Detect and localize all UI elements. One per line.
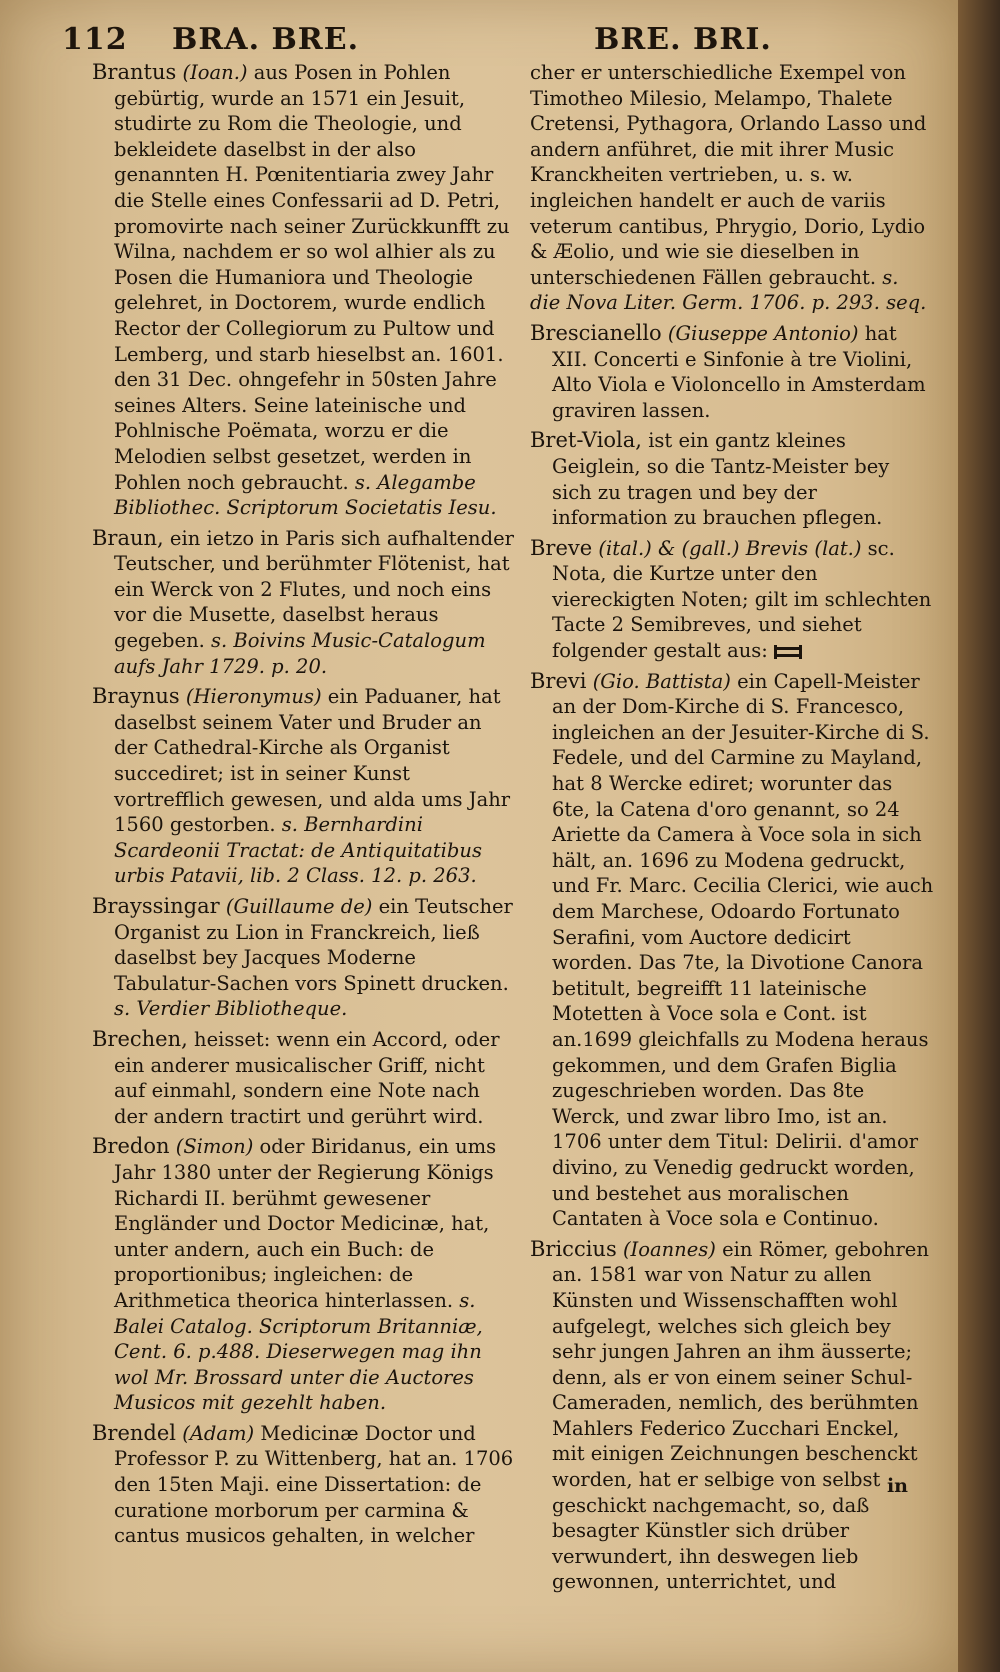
entry-brendel: Brendel (Adam) Medicinæ Doctor und Professor P. zu Wittenberg, hat an. 1706 den 15ten Maji. eine Dissertation: de curatione morborum per carmina & cantus musicos gehalten, in welcher: [92, 1420, 514, 1548]
catchword: in: [886, 1475, 908, 1497]
book-edge: [958, 0, 1000, 1672]
left-running-head: BRA. BRE.: [172, 22, 360, 57]
entry-bredon: Bredon (Simon) oder Biridanus, ein ums Jahr 1380 unter der Regierung Königs Richardi II. berühmt gewesener Engländer und Doctor Medicinæ, hat, unter andern, auch ein Buch: de proportionibus; ingleichen: de Arithmetica theorica hinterlassen. s. Balei Catalog. Scriptorum Britanniæ, Cent. 6. p.488. Dieserwegen mag ihn wol Mr. Brossard unter die Auctores Musicos mit gezehlt haben.: [92, 1134, 497, 1415]
entry-brevi: Brevi (Gio. Battista) ein Capell-Meister an der Dom-Kirche di S. Francesco, ingleichen an der Jesuiter-Kirche di S. Fedele, und del Carmine zu Mayland, hat 8 Wercke ediret; worunter das 6te, la Catena d'oro genannt, so 24 Ariette da Camera à Voce sola in sich hält, an. 1696 zu Modena gedruckt, und Fr. Marc. Cecilia Clerici, wie auch dem Marchese, Odoardo Fortunato Serafini, vom Auctore dedicirt worden. Das 7te, la Divotione Canora betitult, begreifft 11 lateinische Motetten à Voce sola e Cont. ist an.1699 gleichfalls zu Modena heraus gekommen, und dem Grafen Biglia zugeschrieben worden. Das 8te Werck, und zwar libro Imo, ist an. 1706 unter dem Titul: Delirii. d'amor divino, zu Venedig gedruckt worden, und bestehet aus moralischen Cantaten à Voce sola e Continuo.: [530, 668, 934, 1231]
breve-note-icon: [774, 645, 802, 659]
entry-brescianello: Brescianello (Giuseppe Antonio) hat XII. Concerti e Sinfonie à tre Violini, Alto Viola e Violoncello in Amsterdam graviren lassen.: [530, 320, 926, 422]
entry-brechen: Brechen, heisset: wenn ein Accord, oder ein anderer musicalischer Griff, nicht auf einmahl, sondern eine Note nach der andern tractirt und gerührt wird.: [92, 1026, 500, 1128]
right-running-head: BRE. BRI.: [594, 22, 772, 57]
entry-briccius: Briccius (Ioannes) ein Römer, gebohren an. 1581 war von Natur zu allen Künsten und Wissenschafften wohl aufgelegt, welches sich gleich bey sehr jungen Jahren an ihm äusserte; denn, als er von einem seiner Schul-Cameraden, nemlich, des berühmten Mahlers Federico Zucchari Enckel, mit einigen Zeichnungen beschenckt worden, hat er selbige von selbst geschickt nachgemacht, so, daß besagter Künstler sich drüber verwundert, ihn deswegen lieb gewonnen, unterrichtet, und: [530, 1236, 929, 1594]
page-number: 112: [62, 22, 128, 57]
right-column: [530, 60, 934, 1600]
left-column: [92, 60, 514, 1554]
entry-brayssingar: Brayssingar (Guillaume de) ein Teutscher Organist zu Lion in Franckreich, ließ daselbst bey Jacques Moderne Tabulatur-Sachen vors Spinett drucken. s. Verdier Bibliotheque.: [92, 894, 513, 1021]
entry-brantus: Brantus (Ioan.) aus Posen in Pohlen gebürtig, wurde an 1571 ein Jesuit, studirte zu Rom die Theologie, und bekleidete daselbst in der also genannten H. Pœnitentiaria zwey Jahr die Stelle eines Confessarii ad D. Petri, promovirte nach seiner Zurückkunfft zu Wilna, nachdem er so wol alhier als zu Posen die Humaniora und Theologie gelehret, in Doctorem, wurde endlich Rector der Collegiorum zu Pultow und Lemberg, und starb hieselbst an. 1601. den 31 Dec. ohngefehr in 50sten Jahre seines Alters. Seine lateinische und Pohlnische Poëmata, worzu er die Melodien selbst gesetzet, werden in Pohlen noch gebraucht. s. Alegambe Bibliothec. Scriptorum Societatis Iesu.: [92, 60, 510, 520]
entry-braun: Braun, ein ietzo in Paris sich aufhaltender Teutscher, und berühmter Flötenist, hat ein Werck von 2 Flutes, und noch eins vor die Musette, daselbst heraus gegeben. s. Boivins Music-Catalogum aufs Jahr 1729. p. 20.: [92, 525, 514, 678]
entry-breve: Breve (ital.) & (gall.) Brevis (lat.) sc. Nota, die Kurtze unter den viereckigten Noten; gilt im schlechten Tacte 2 Semibreves, und siehet folgender gestalt aus:: [530, 535, 932, 663]
entry-braynus: Braynus (Hieronymus) ein Paduaner, hat daselbst seinem Vater und Bruder an der Cathedral-Kirche als Organist succediret; ist in seiner Kunst vortrefflich gewesen, und alda ums Jahr 1560 gestorben. s. Bernhardini Scardeonii Tractat: de Antiquitatibus urbis Patavii, lib. 2 Class. 12. p. 263.: [92, 684, 511, 888]
entry-bret-viola: Bret-Viola, ist ein gantz kleines Geiglein, so die Tantz-Meister bey sich zu tragen und bey der information zu brauchen pflegen.: [530, 428, 890, 530]
entry-brendel-continued: cher er unterschiedliche Exempel von Timotheo Milesio, Melampo, Thalete Cretensi, Pythagora, Orlando Lasso und andern anführet, die mit ihrer Music Kranckheiten vertrieben, u. s. w. ingleichen handelt er auch de variis veterum cantibus, Phrygio, Dorio, Lydio & Æolio, und wie sie dieselben in unterschiedenen Fällen gebraucht. s. die Nova Liter. Germ. 1706. p. 293. seq.: [530, 61, 927, 315]
